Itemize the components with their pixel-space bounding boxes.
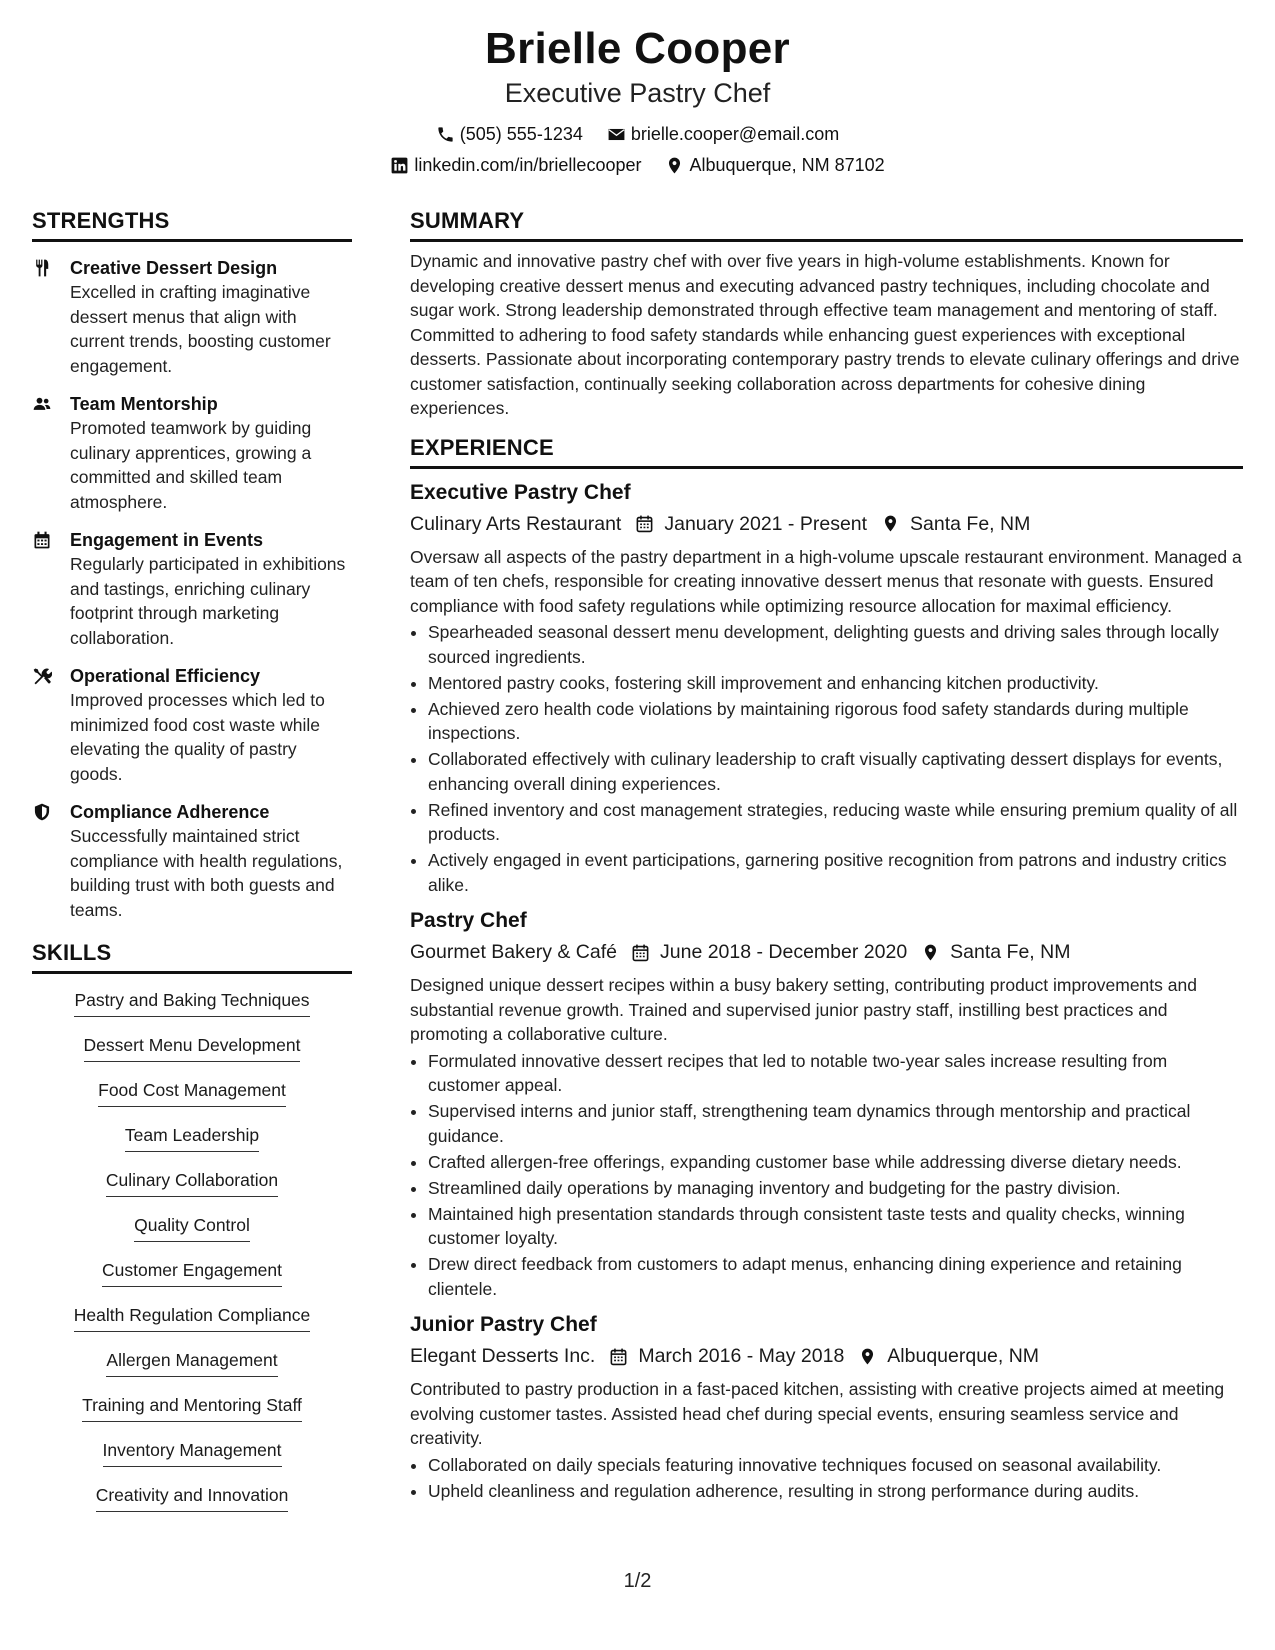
strength-desc: Improved processes which led to minimized food cost waste while elevating the quality of pastry goods.: [70, 690, 325, 784]
email-text: brielle.cooper@email.com: [630, 124, 840, 144]
strength-item: [32, 392, 352, 514]
page-number: 1/2: [623, 1570, 652, 1592]
summary-heading: SUMMARY: [410, 208, 1243, 242]
bullet-item: • Collaborated effectively with culinary leadership to craft visually captivating dessert displays for events, enhancing overall dining experiences.: [428, 747, 1243, 796]
job-desc: Designed unique dessert recipes within a busy bakery setting, contributing product improvements and substantial revenue growth. Trained and supervised junior pastry staff, instilling best practices and promoting a collaborative culture.: [410, 975, 1197, 1044]
job-meta: [410, 510, 1243, 538]
strength-title: Engagement in Events: [70, 530, 264, 550]
bullet-item: • Crafted allergen-free offerings, expanding customer base while addressing diverse dietary needs.: [428, 1150, 1243, 1175]
skill-item: Team Leadership: [125, 1123, 259, 1152]
skill-item: Inventory Management: [103, 1438, 282, 1467]
calendar-icon: [32, 530, 52, 550]
skill-item: Customer Engagement: [102, 1258, 282, 1287]
calendar-icon: [609, 1347, 628, 1366]
bullet-item: • Upheld cleanliness and regulation adherence, resulting in strong performance during audits.: [428, 1479, 1243, 1504]
tools-icon: [32, 666, 52, 686]
strength-title: Team Mentorship: [70, 394, 218, 414]
job-entry: [410, 907, 1243, 1301]
strength-title: Operational Efficiency: [70, 666, 261, 686]
job-dates: January 2021 - Present: [664, 512, 868, 535]
bullet-item: • Formulated innovative dessert recipes that led to notable two-year sales increase resulting from customer appeal.: [428, 1049, 1243, 1098]
skill-item: Pastry and Baking Techniques: [74, 988, 309, 1017]
job-meta: [410, 938, 1243, 966]
bullet-item: • Drew direct feedback from customers to adapt menus, enhancing dining experience and retaining clientele.: [428, 1252, 1243, 1301]
bullet-item: • Actively engaged in event participations, garnering positive recognition from patrons and industry critics alike.: [428, 848, 1243, 897]
job-title: Junior Pastry Chef: [410, 1313, 597, 1336]
job-desc: Contributed to pastry production in a fast-paced kitchen, assisting with creative projects aimed at meeting evolving customer tastes. Assisted head chef during special events, ensuring seamless service and creativity.: [410, 1379, 1225, 1448]
candidate-name: Brielle Cooper: [485, 24, 790, 73]
skill-item: Culinary Collaboration: [106, 1168, 278, 1197]
job-bullets: [410, 1453, 1243, 1504]
right-column: [410, 208, 1243, 1505]
job-location: Santa Fe, NM: [910, 512, 1031, 535]
skill-item: Quality Control: [134, 1213, 250, 1242]
skills-heading: SKILLS: [32, 940, 352, 974]
phone-icon: [436, 125, 455, 144]
contact-row-1: [0, 124, 1275, 145]
job-meta: [410, 1342, 1243, 1370]
strength-desc: Successfully maintained strict compliance with health regulations, building trust with both guests and teams.: [70, 826, 343, 920]
contact-email[interactable]: [607, 124, 839, 145]
skill-item: Training and Mentoring Staff: [82, 1393, 302, 1422]
utensils-icon: [32, 258, 52, 278]
skill-item: Creativity and Innovation: [96, 1483, 289, 1512]
linkedin-icon: [390, 156, 409, 175]
bullet-item: • Achieved zero health code violations by maintaining rigorous food safety standards during multiple inspections.: [428, 697, 1243, 746]
strength-item: [32, 800, 352, 922]
strength-desc: Regularly participated in exhibitions and tastings, enriching culinary footprint through marketing collaboration.: [70, 554, 346, 648]
location-text: Albuquerque, NM 87102: [689, 155, 885, 175]
strength-title: Compliance Adherence: [70, 802, 270, 822]
job-bullets: [410, 620, 1243, 897]
job-company: Gourmet Bakery & Café: [410, 941, 617, 963]
job-dates: June 2018 - December 2020: [660, 941, 908, 963]
strengths-heading: STRENGTHS: [32, 208, 352, 242]
linkedin-text: linkedin.com/in/briellecooper: [414, 155, 642, 175]
contact-location: [665, 155, 884, 176]
strength-item: [32, 664, 352, 786]
map-pin-icon: [858, 1347, 877, 1366]
users-icon: [32, 394, 52, 414]
candidate-title: Executive Pastry Chef: [504, 78, 771, 108]
map-pin-icon: [921, 943, 940, 962]
resume-header: [0, 22, 1275, 176]
skill-item: Allergen Management: [106, 1348, 277, 1377]
job-title: Executive Pastry Chef: [410, 480, 631, 504]
bullet-item: • Spearheaded seasonal dessert menu development, delighting guests and driving sales through locally sourced ingredients.: [428, 620, 1243, 669]
skills-list: [32, 988, 352, 1528]
map-pin-icon: [665, 156, 684, 175]
skill-item: Dessert Menu Development: [84, 1033, 301, 1062]
bullet-item: • Mentored pastry cooks, fostering skill improvement and enhancing kitchen productivity.: [428, 671, 1243, 696]
left-column: [32, 208, 352, 1528]
bullet-item: • Streamlined daily operations by managing inventory and budgeting for the pastry division.: [428, 1176, 1243, 1201]
bullet-item: • Collaborated on daily specials featuring innovative techniques focused on seasonal availability.: [428, 1453, 1243, 1478]
skill-item: Health Regulation Compliance: [74, 1303, 310, 1332]
bullet-item: • Supervised interns and junior staff, strengthening team dynamics through mentorship and practical guidance.: [428, 1099, 1243, 1148]
job-location: Santa Fe, NM: [950, 941, 1071, 963]
job-bullets: [410, 1049, 1243, 1302]
job-desc: Oversaw all aspects of the pastry department in a high-volume upscale restaurant environment. Managed a team of ten chefs, responsible for creating innovative dessert menus that resonate with guests. Ensured compliance with food safety regulations while optimizing resource allocation for maximal efficiency.: [410, 546, 1242, 616]
map-pin-icon: [881, 514, 900, 533]
job-dates: March 2016 - May 2018: [638, 1345, 845, 1367]
strength-title: Creative Dessert Design: [70, 258, 278, 278]
job-entry: [410, 479, 1243, 898]
shield-icon: [32, 802, 52, 822]
strength-item: [32, 528, 352, 650]
summary-text: Dynamic and innovative pastry chef with over five years in high-volume establishments. Known for developing creative dessert menus and executing advanced pastry techniques, including chocolate and sugar work. Strong leadership demonstrated through effective team management and mentoring of staff. Committed to adhering to food safety standards while enhancing guest experiences with exceptional desserts. Passionate about incorporating contemporary pastry trends to elevate culinary offerings and drive customer satisfaction, continually seeking collaboration across departments for cohesive dining experiences.: [410, 251, 1240, 418]
job-company: Culinary Arts Restaurant: [410, 512, 622, 535]
contact-row-2: [0, 155, 1275, 176]
skill-item: Food Cost Management: [98, 1078, 286, 1107]
job-entry: [410, 1311, 1243, 1503]
calendar-icon: [635, 514, 654, 533]
strength-desc: Excelled in crafting imaginative dessert menus that align with current trends, boosting customer engagement.: [70, 282, 331, 376]
bullet-item: • Refined inventory and cost management strategies, reducing waste while ensuring premium quality of all products.: [428, 798, 1243, 847]
strength-item: [32, 256, 352, 378]
envelope-icon: [607, 125, 626, 144]
job-company: Elegant Desserts Inc.: [410, 1345, 596, 1367]
bullet-item: • Maintained high presentation standards through consistent taste tests and quality checks, winning customer loyalty.: [428, 1202, 1243, 1251]
experience-heading: EXPERIENCE: [410, 435, 1243, 469]
contact-linkedin[interactable]: [390, 155, 641, 176]
job-location: Albuquerque, NM: [887, 1345, 1040, 1367]
phone-text: (505) 555-1234: [459, 124, 583, 144]
contact-phone: [436, 124, 583, 145]
job-title: Pastry Chef: [410, 909, 527, 932]
strength-desc: Promoted teamwork by guiding culinary apprentices, growing a committed and skilled team atmosphere.: [70, 418, 312, 512]
calendar-icon: [631, 943, 650, 962]
